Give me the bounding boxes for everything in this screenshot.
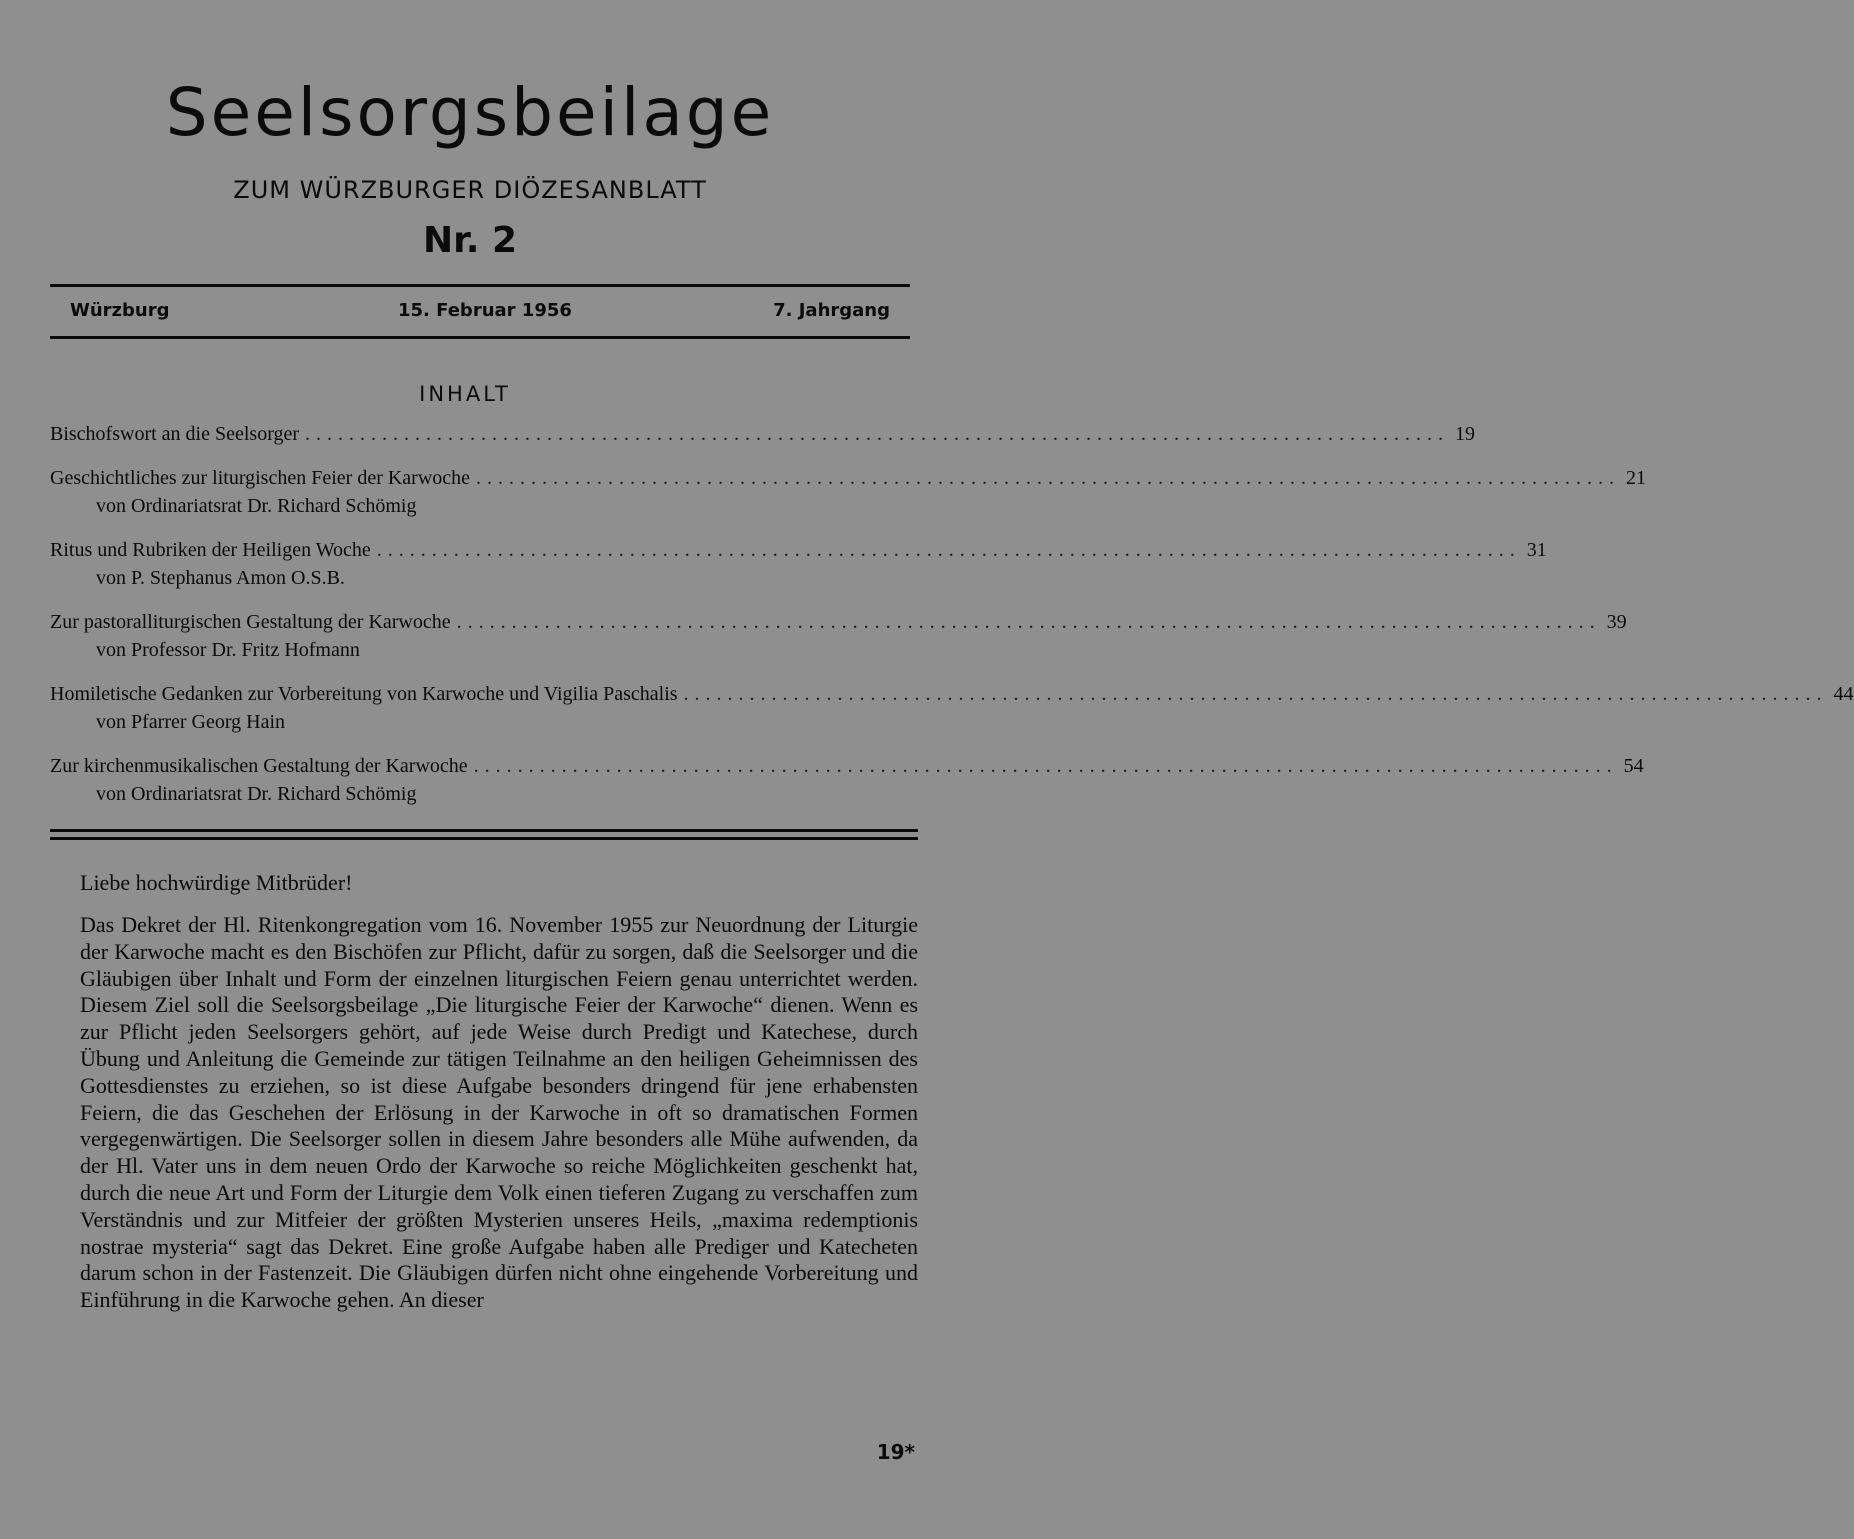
page-number: 19* bbox=[876, 1440, 915, 1464]
toc-entry-title: Geschichtliches zur liturgischen Feier der Karwoche bbox=[50, 467, 471, 489]
toc-entry-author: von Pfarrer Georg Hain bbox=[96, 711, 286, 733]
letter-salutation: Liebe hochwürdige Mitbrüder! bbox=[80, 870, 353, 895]
toc-entry bbox=[50, 464, 1647, 520]
toc-entry bbox=[50, 608, 1627, 664]
toc-entry-author: von Ordinariatsrat Dr. Richard Schömig bbox=[96, 495, 417, 517]
toc-leader-dots: ........................................................................................................ bbox=[473, 755, 1618, 777]
toc-entry-page: 21 bbox=[1626, 467, 1647, 489]
toc-heading: INHALT bbox=[419, 382, 511, 406]
double-rule-bottom bbox=[50, 837, 918, 840]
toc-leader-dots: ........................................................................................................ bbox=[476, 467, 1621, 489]
toc-entry-title: Zur pastoralliturgischen Gestaltung der Karwoche bbox=[50, 611, 451, 633]
toc-leader-dots: ........................................................................................................ bbox=[376, 539, 1521, 561]
issue-place: Würzburg bbox=[70, 300, 170, 321]
toc-entry-author: von P. Stephanus Amon O.S.B. bbox=[96, 567, 345, 589]
rule-under-info bbox=[50, 336, 910, 339]
toc-entry-author: von Professor Dr. Fritz Hofmann bbox=[96, 639, 360, 661]
toc-entry bbox=[50, 752, 1644, 808]
toc-leader-dots: ........................................................................................................ bbox=[305, 423, 1450, 445]
toc-entry bbox=[50, 420, 1476, 448]
toc-entry-title: Bischofswort an die Seelsorger bbox=[50, 423, 300, 445]
publication-title: Seelsorgsbeilage bbox=[165, 74, 775, 151]
issue-date: 15. Februar 1956 bbox=[398, 300, 572, 321]
toc-entry-page: 19 bbox=[1455, 423, 1476, 445]
toc-entry-page: 31 bbox=[1526, 539, 1547, 561]
letter-body: Das Dekret der Hl. Ritenkongregation vom 16. November 1955 zur Neuordnung der Liturgie der Karwoche macht es den Bischöfen zur Pflicht, dafür zu sorgen, daß die Seelsorger und die Gläubigen über Inhalt und Form der einzelnen liturgischen Feiern genau unterrichtet werden. Diesem Ziel soll die Seelsorgsbeilage „Die liturgische Feier der Karwoche“ dienen. Wenn es zur Pflicht jeden Seelsorgers gehört, auf jede Weise durch Predigt und Katechese, durch Übung und Anleitung die Gemeinde zur tätigen Teilnahme an den heiligen Geheimnissen des Gottesdienstes zu erziehen, so ist diese Aufgabe besonders dringend für jene erhabensten Feiern, die das Geschehen der Erlösung in der Karwoche in oft so dramatischen Formen vergegenwärtigen. Die Seelsorger sollen in diesem Jahre besonders alle Mühe aufwenden, da der Hl. Vater uns in dem neuen Ordo der Karwoche so reiche Möglichkeiten geschenkt hat, durch die neue Art und Form der Liturgie dem Volk einen tieferen Zugang zu verschaffen zum Verständnis und zur Mitfeier der größten Mysterien unseres Heils, „maxima redemptionis nostrae mysteria“ sagt das Dekret. Eine große Aufgabe haben alle Prediger und Katecheten darum schon in der Fastenzeit. Die Gläubigen dürfen nicht ohne eingehende Vorbereitung und Einführung in die Karwoche gehen. An dieser bbox=[80, 912, 918, 1313]
toc-entry-page: 44 bbox=[1833, 683, 1854, 705]
publication-subtitle: ZUM WÜRZBURGER DIÖZESANBLATT bbox=[233, 176, 707, 204]
toc-entry-page: 39 bbox=[1606, 611, 1627, 633]
double-rule-top bbox=[50, 829, 918, 832]
toc-leader-dots: ........................................................................................................ bbox=[456, 611, 1601, 633]
issue-info-bar bbox=[70, 300, 890, 326]
toc-leader-dots: ........................................................................................................ bbox=[683, 683, 1828, 705]
toc-entry-title: Zur kirchenmusikalischen Gestaltung der Karwoche bbox=[50, 755, 468, 777]
toc-entry bbox=[50, 536, 1547, 592]
toc-entry-title: Homiletische Gedanken zur Vorbereitung von Karwoche und Vigilia Paschalis bbox=[50, 683, 678, 705]
rule-top bbox=[50, 284, 910, 287]
toc-entry bbox=[50, 680, 1854, 736]
toc-entry-page: 54 bbox=[1623, 755, 1644, 777]
toc-entry-author: von Ordinariatsrat Dr. Richard Schömig bbox=[96, 783, 417, 805]
toc-entry-title: Ritus und Rubriken der Heiligen Woche bbox=[50, 539, 371, 561]
issue-number: Nr. 2 bbox=[422, 220, 517, 261]
issue-volume: 7. Jahrgang bbox=[773, 300, 890, 321]
table-of-contents bbox=[50, 420, 1854, 824]
